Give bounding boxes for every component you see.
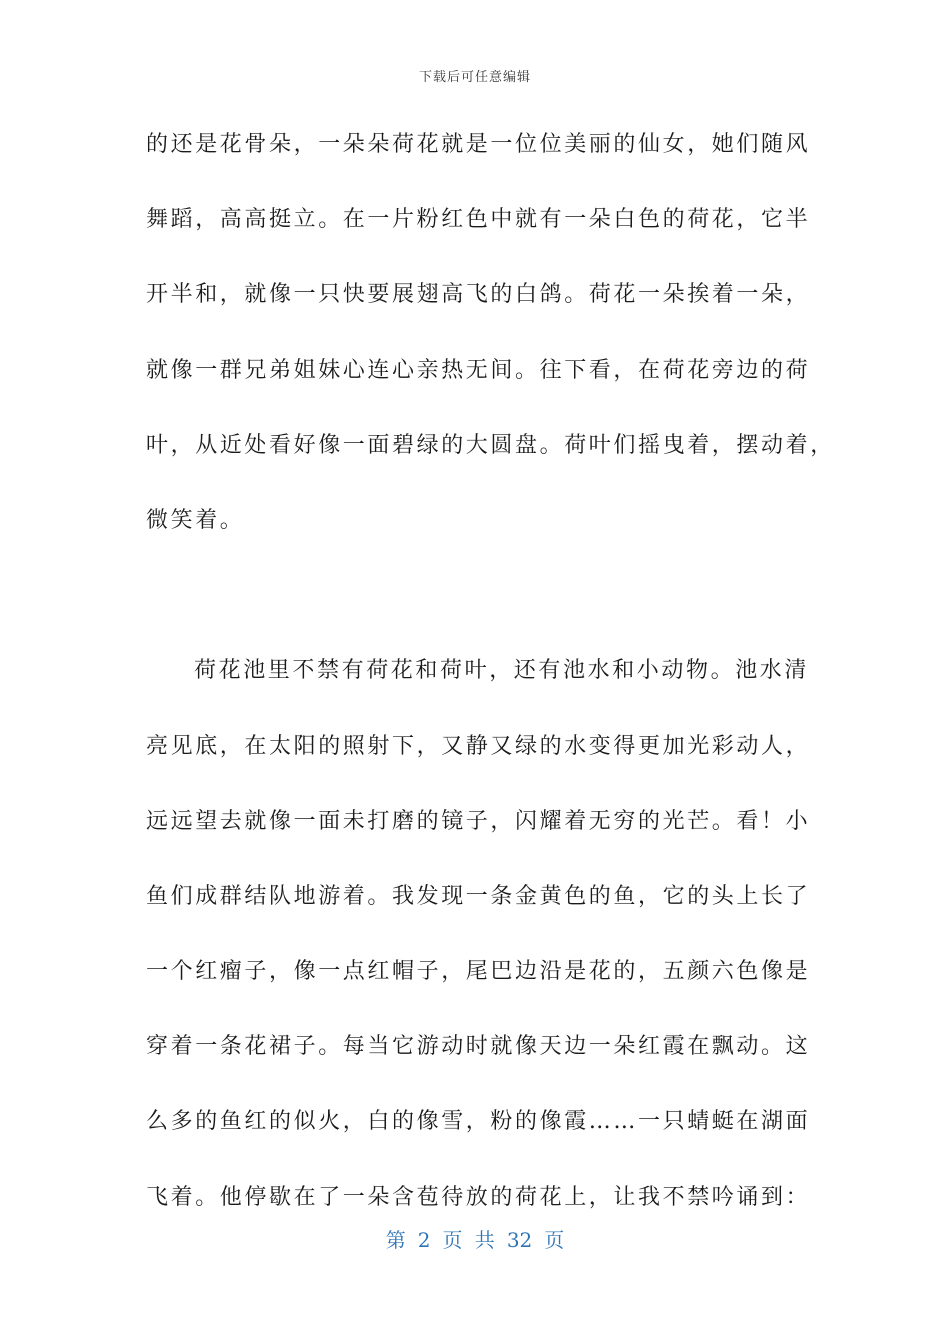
document-body [146,118,835,1246]
text-line: 荷花池里不禁有荷花和荷叶，还有池水和小动物。池水清 [194,658,810,684]
page-total: 32 [506,1228,533,1252]
page-header: 下载后可任意编辑 [418,70,531,85]
footer-middle: 页 共 [442,1228,495,1252]
text-line: 一个红瘤子，像一点红帽子，尾巴边沿是花的，五颜六色像是 [146,959,811,985]
footer-suffix: 页 [544,1228,565,1252]
text-line: 远远望去就像一面未打磨的镜子，闪耀着无穷的光芒。看！小 [146,808,811,834]
text-line: 么多的鱼红的似火，白的像雪，粉的像霞……一只蜻蜓在湖面 [146,1109,811,1135]
page-number: 2 [417,1228,431,1252]
text-line: 微笑着。 [146,507,245,533]
text-line: 穿着一条花裙子。每当它游动时就像天边一朵红霞在飘动。这 [146,1034,811,1060]
text-line: 的还是花骨朵，一朵朵荷花就是一位位美丽的仙女，她们随风 [146,132,811,157]
text-line: 飞着。他停歇在了一朵含苞待放的荷花上，让我不禁吟诵到： [146,1184,811,1210]
paragraph-gap [146,569,806,644]
page-footer [0,1224,950,1253]
text-line: 就像一群兄弟姐妹心连心亲热无间。往下看，在荷花旁边的荷 [146,357,811,383]
text-line: 亮见底，在太阳的照射下，又静又绿的水变得更加光彩动人， [146,733,811,759]
text-line: 叶，从近处看好像一面碧绿的大圆盘。荷叶们摇曳着，摆动着， [146,432,835,458]
footer-prefix: 第 [385,1228,406,1252]
text-line: 舞蹈，高高挺立。在一片粉红色中就有一朵白色的荷花，它半 [146,207,811,233]
text-line: 鱼们成群结队地游着。我发现一条金黄色的鱼，它的头上长了 [146,883,811,909]
text-line: 开半和，就像一只快要展翅高飞的白鸽。荷花一朵挨着一朵， [146,282,811,308]
